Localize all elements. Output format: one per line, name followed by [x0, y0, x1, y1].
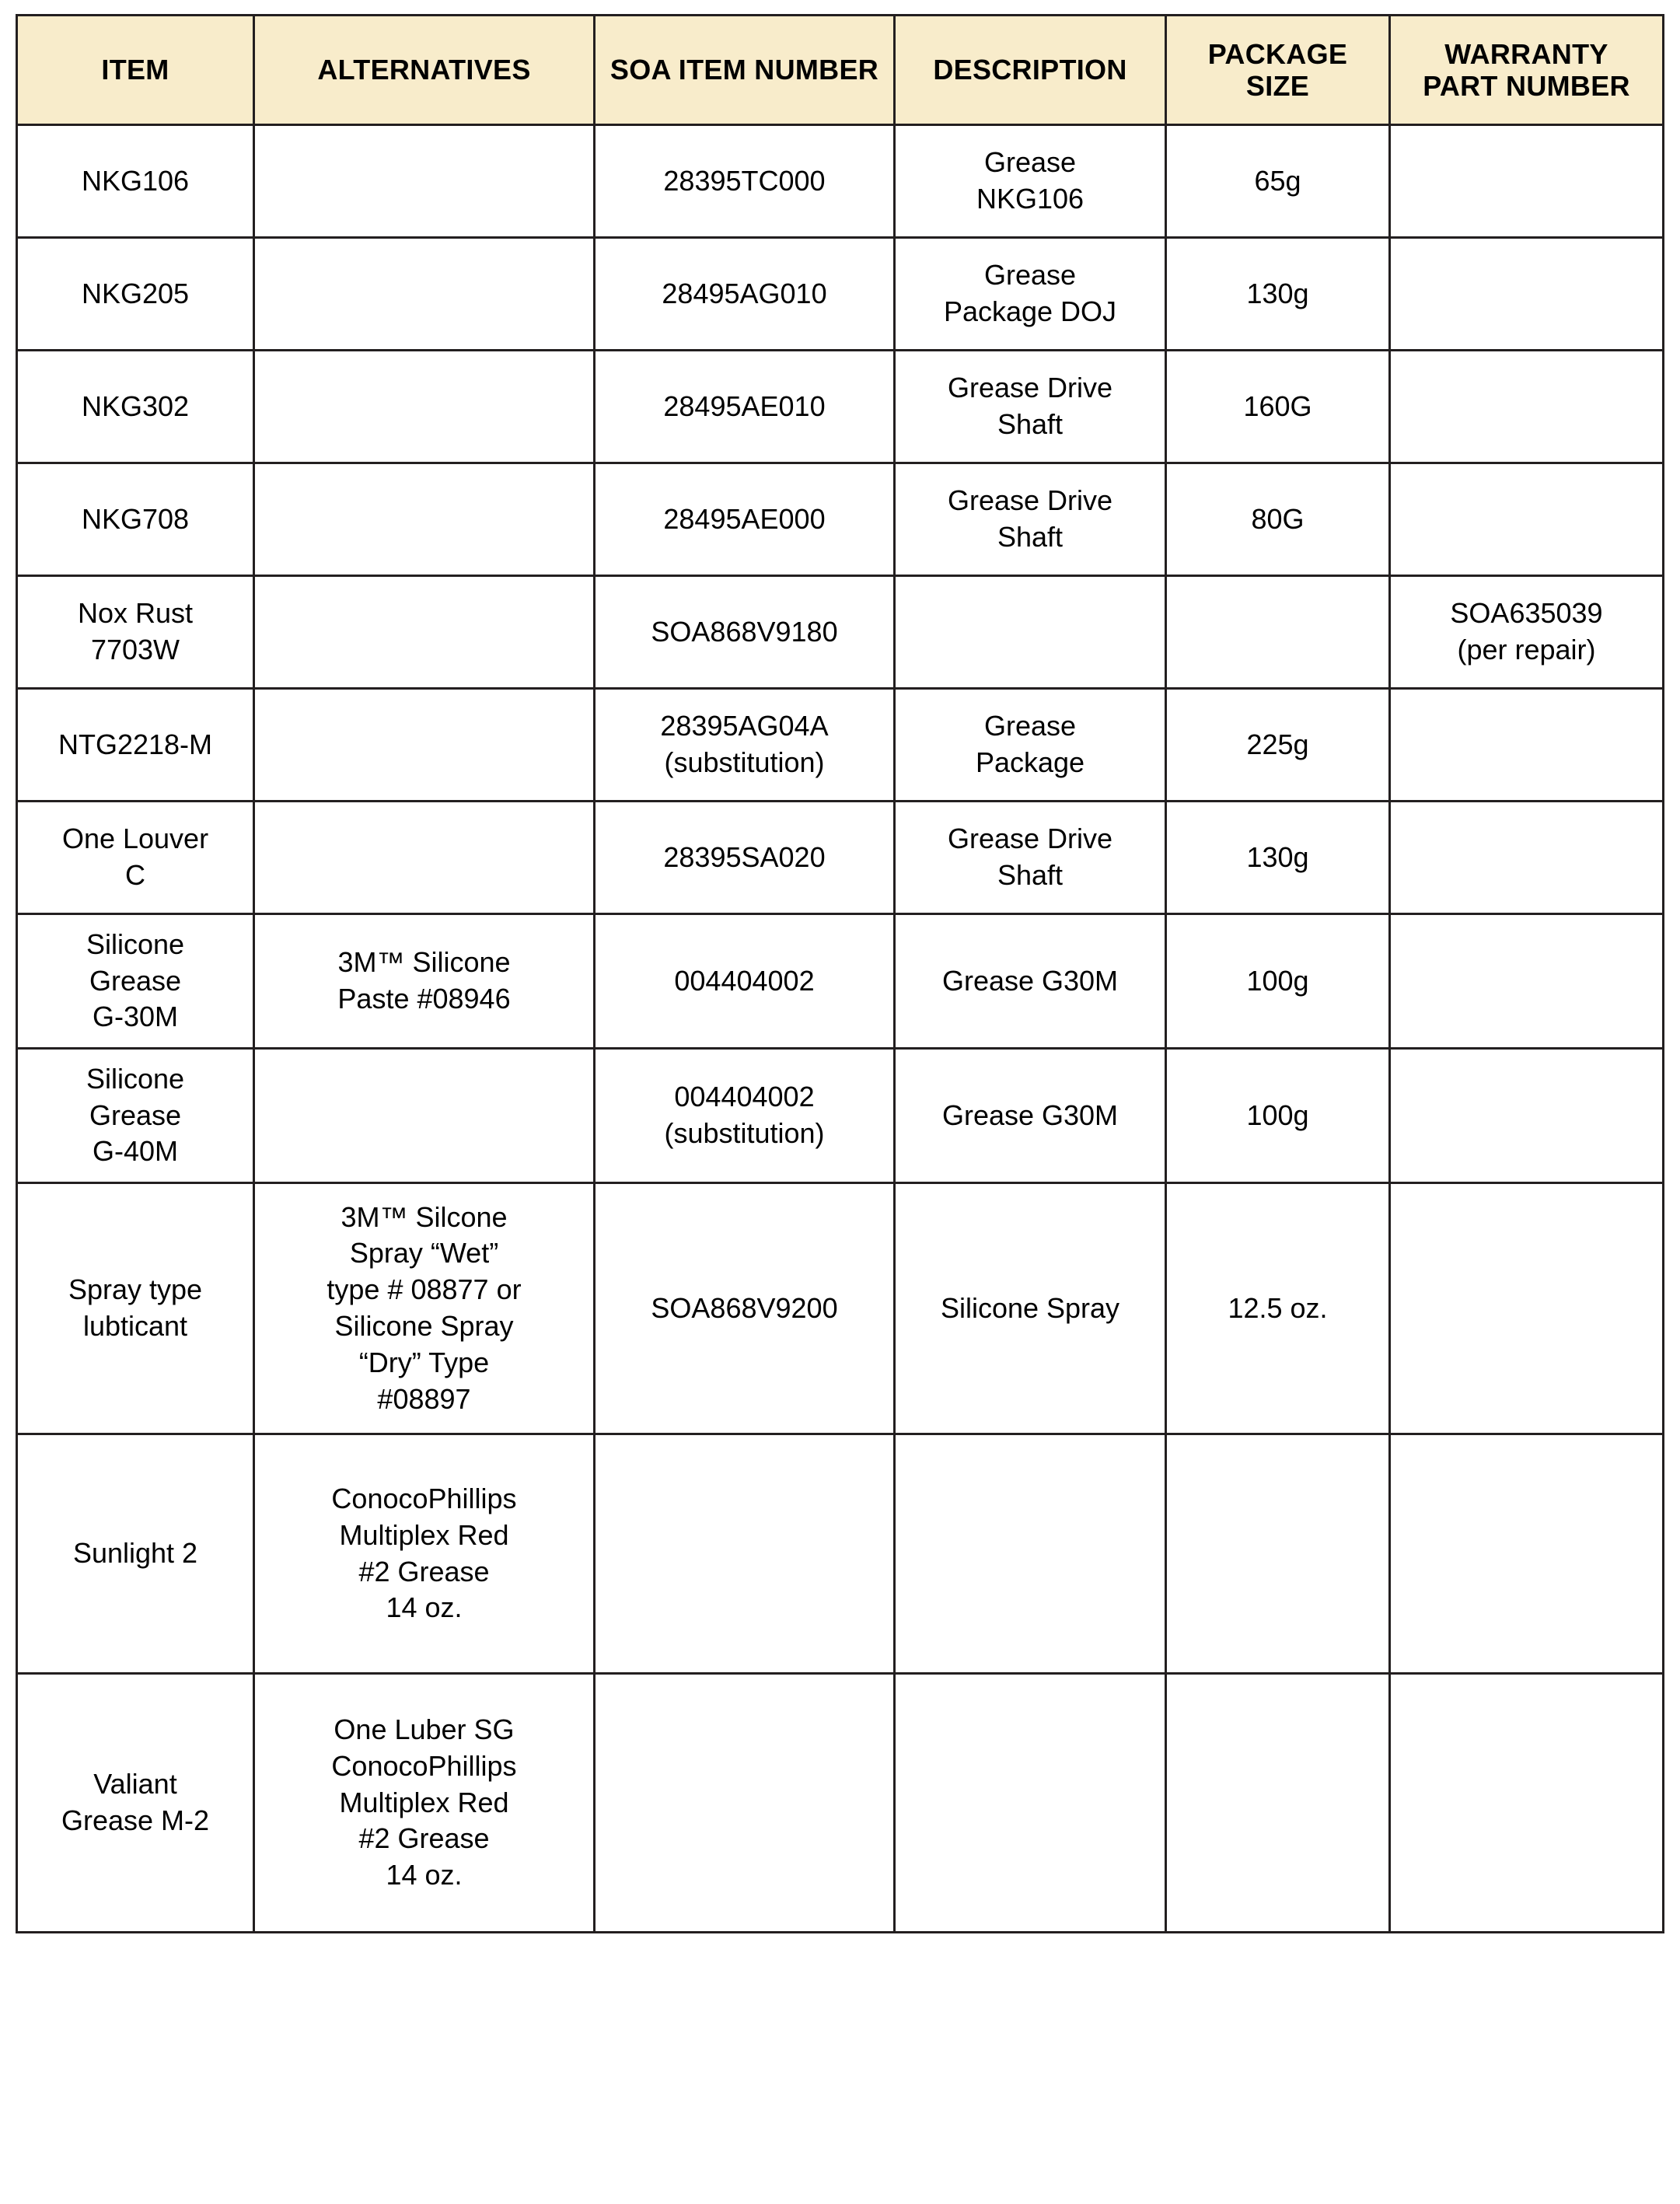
cell-package-size: 225g [1166, 689, 1390, 802]
table-header-row [17, 16, 1664, 125]
cell-soa-item-number: 28495AG010 [595, 238, 895, 351]
cell-item: NKG708 [17, 463, 254, 576]
table-body [17, 125, 1664, 1933]
cell-description: Grease G30M [895, 1049, 1166, 1183]
cell-warranty-part-number [1390, 802, 1664, 914]
cell-description: Grease Drive Shaft [895, 802, 1166, 914]
cell-item: Valiant Grease M-2 [17, 1674, 254, 1933]
cell-warranty-part-number [1390, 1049, 1664, 1183]
table-row [17, 1434, 1664, 1674]
cell-warranty-part-number [1390, 125, 1664, 238]
column-header-soa-item-number-label: SOA ITEM NUMBER [609, 54, 879, 86]
cell-warranty-part-number: SOA635039 (per repair) [1390, 576, 1664, 689]
cell-soa-item-number [595, 1674, 895, 1933]
cell-item: Silicone Grease G-40M [17, 1049, 254, 1183]
cell-package-size: 12.5 oz. [1166, 1183, 1390, 1434]
table-row [17, 1049, 1664, 1183]
cell-alternatives: 3M™ Silicone Paste #08946 [254, 914, 595, 1049]
table-header [17, 16, 1664, 125]
cell-item: One Louver C [17, 802, 254, 914]
cell-description: Grease Drive Shaft [895, 351, 1166, 463]
cell-package-size: 130g [1166, 238, 1390, 351]
table-row [17, 914, 1664, 1049]
cell-item: NTG2218-M [17, 689, 254, 802]
cell-item: NKG302 [17, 351, 254, 463]
cell-item: Nox Rust 7703W [17, 576, 254, 689]
cell-warranty-part-number [1390, 463, 1664, 576]
cell-package-size [1166, 1434, 1390, 1674]
cell-alternatives [254, 576, 595, 689]
table-row [17, 1674, 1664, 1933]
cell-package-size: 100g [1166, 1049, 1390, 1183]
column-header-alternatives [254, 16, 595, 125]
cell-package-size: 130g [1166, 802, 1390, 914]
cell-soa-item-number: SOA868V9180 [595, 576, 895, 689]
column-header-description-label: DESCRIPTION [933, 54, 1127, 86]
cell-item: NKG205 [17, 238, 254, 351]
column-header-package-size-label: PACKAGE SIZE [1207, 37, 1348, 102]
cell-description [895, 576, 1166, 689]
cell-description: Silicone Spray [895, 1183, 1166, 1434]
cell-item: Sunlight 2 [17, 1434, 254, 1674]
cell-package-size: 65g [1166, 125, 1390, 238]
cell-alternatives: ConocoPhillips Multiplex Red #2 Grease 14 oz. [254, 1434, 595, 1674]
cell-item: Spray type lubticant [17, 1183, 254, 1434]
column-header-description [895, 16, 1166, 125]
cell-soa-item-number: 28495AE010 [595, 351, 895, 463]
cell-soa-item-number: 28395AG04A (substitution) [595, 689, 895, 802]
cell-soa-item-number [595, 1434, 895, 1674]
cell-alternatives: One Luber SG ConocoPhillips Multiplex Red #2 Grease 14 oz. [254, 1674, 595, 1933]
cell-soa-item-number: 004404002 (substitution) [595, 1049, 895, 1183]
cell-soa-item-number: 28395TC000 [595, 125, 895, 238]
table-row [17, 125, 1664, 238]
column-header-alternatives-label: ALTERNATIVES [317, 54, 531, 86]
cell-alternatives [254, 125, 595, 238]
cell-warranty-part-number [1390, 238, 1664, 351]
table-row [17, 576, 1664, 689]
cell-alternatives [254, 802, 595, 914]
table-row [17, 802, 1664, 914]
cell-package-size: 100g [1166, 914, 1390, 1049]
cell-warranty-part-number [1390, 351, 1664, 463]
table-row [17, 351, 1664, 463]
cell-alternatives [254, 238, 595, 351]
cell-alternatives [254, 689, 595, 802]
cell-warranty-part-number [1390, 1434, 1664, 1674]
cell-package-size [1166, 576, 1390, 689]
cell-package-size: 80G [1166, 463, 1390, 576]
cell-warranty-part-number [1390, 914, 1664, 1049]
cell-package-size: 160G [1166, 351, 1390, 463]
column-header-soa-item-number [595, 16, 895, 125]
column-header-warranty-part-number-label: WARRANTY PART NUMBER [1423, 37, 1630, 102]
cell-alternatives [254, 1049, 595, 1183]
lubricant-parts-table [16, 14, 1664, 1933]
cell-soa-item-number: SOA868V9200 [595, 1183, 895, 1434]
cell-description: Grease NKG106 [895, 125, 1166, 238]
cell-description [895, 1674, 1166, 1933]
cell-warranty-part-number [1390, 1674, 1664, 1933]
table-row [17, 238, 1664, 351]
cell-description [895, 1434, 1166, 1674]
cell-description: Grease Package [895, 689, 1166, 802]
cell-soa-item-number: 28395SA020 [595, 802, 895, 914]
cell-soa-item-number: 004404002 [595, 914, 895, 1049]
cell-warranty-part-number [1390, 689, 1664, 802]
cell-soa-item-number: 28495AE000 [595, 463, 895, 576]
cell-alternatives [254, 351, 595, 463]
table-row [17, 463, 1664, 576]
table-row [17, 689, 1664, 802]
cell-warranty-part-number [1390, 1183, 1664, 1434]
cell-alternatives: 3M™ Silcone Spray “Wet” type # 08877 or Silicone Spray “Dry” Type #08897 [254, 1183, 595, 1434]
column-header-item [17, 16, 254, 125]
cell-package-size [1166, 1674, 1390, 1933]
cell-item: Silicone Grease G-30M [17, 914, 254, 1049]
column-header-package-size [1166, 16, 1390, 125]
cell-alternatives [254, 463, 595, 576]
cell-item: NKG106 [17, 125, 254, 238]
cell-description: Grease G30M [895, 914, 1166, 1049]
table-row [17, 1183, 1664, 1434]
column-header-item-label: ITEM [101, 54, 169, 86]
column-header-warranty-part-number [1390, 16, 1664, 125]
cell-description: Grease Package DOJ [895, 238, 1166, 351]
cell-description: Grease Drive Shaft [895, 463, 1166, 576]
